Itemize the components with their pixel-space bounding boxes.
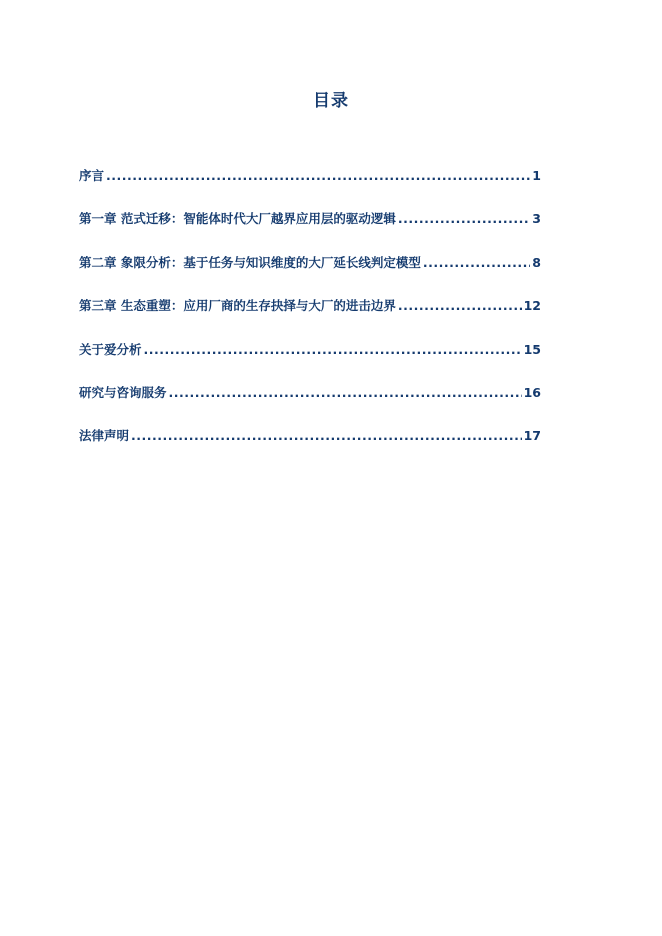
toc-entry-title: 关于爱分析 (79, 341, 142, 357)
toc-page-number: 8 (532, 254, 541, 270)
toc-entry-chapter-1[interactable] (79, 209, 541, 252)
toc-entry-title: 第二章 象限分析：基于任务与知识维度的大厂延长线判定模型 (79, 254, 421, 270)
toc-entry-legal-notice[interactable] (79, 426, 541, 469)
toc-entry-title: 序言 (79, 168, 105, 183)
toc-entry-preface[interactable] (79, 166, 541, 209)
toc-entry-research-services[interactable] (79, 383, 541, 426)
dot-leader (144, 342, 522, 357)
dot-leader (398, 211, 530, 226)
table-of-contents (79, 166, 541, 470)
toc-entry-title: 法律声明 (79, 428, 130, 444)
toc-entry-title: 研究与咨询服务 (79, 384, 167, 400)
toc-page-number: 12 (523, 298, 541, 314)
toc-page-number: 3 (532, 211, 541, 227)
toc-entry-chapter-2[interactable] (79, 253, 541, 296)
dot-leader (169, 385, 522, 400)
dot-leader (398, 298, 522, 313)
dot-leader (423, 255, 530, 270)
dot-leader (131, 428, 522, 443)
toc-entry-title: 第三章 生态重塑：应用厂商的生存抉择与大厂的进击边界 (79, 298, 396, 314)
toc-page-number: 17 (523, 428, 541, 444)
dot-leader (106, 168, 530, 183)
toc-entry-title: 第一章 范式迁移：智能体时代大厂越界应用层的驱动逻辑 (79, 211, 396, 227)
toc-entry-about[interactable] (79, 340, 541, 383)
toc-title: 目录 (313, 91, 349, 111)
toc-page-number: 15 (523, 341, 541, 357)
toc-entry-chapter-3[interactable] (79, 296, 541, 339)
toc-page-number: 1 (532, 168, 541, 183)
toc-page-number: 16 (523, 384, 541, 400)
